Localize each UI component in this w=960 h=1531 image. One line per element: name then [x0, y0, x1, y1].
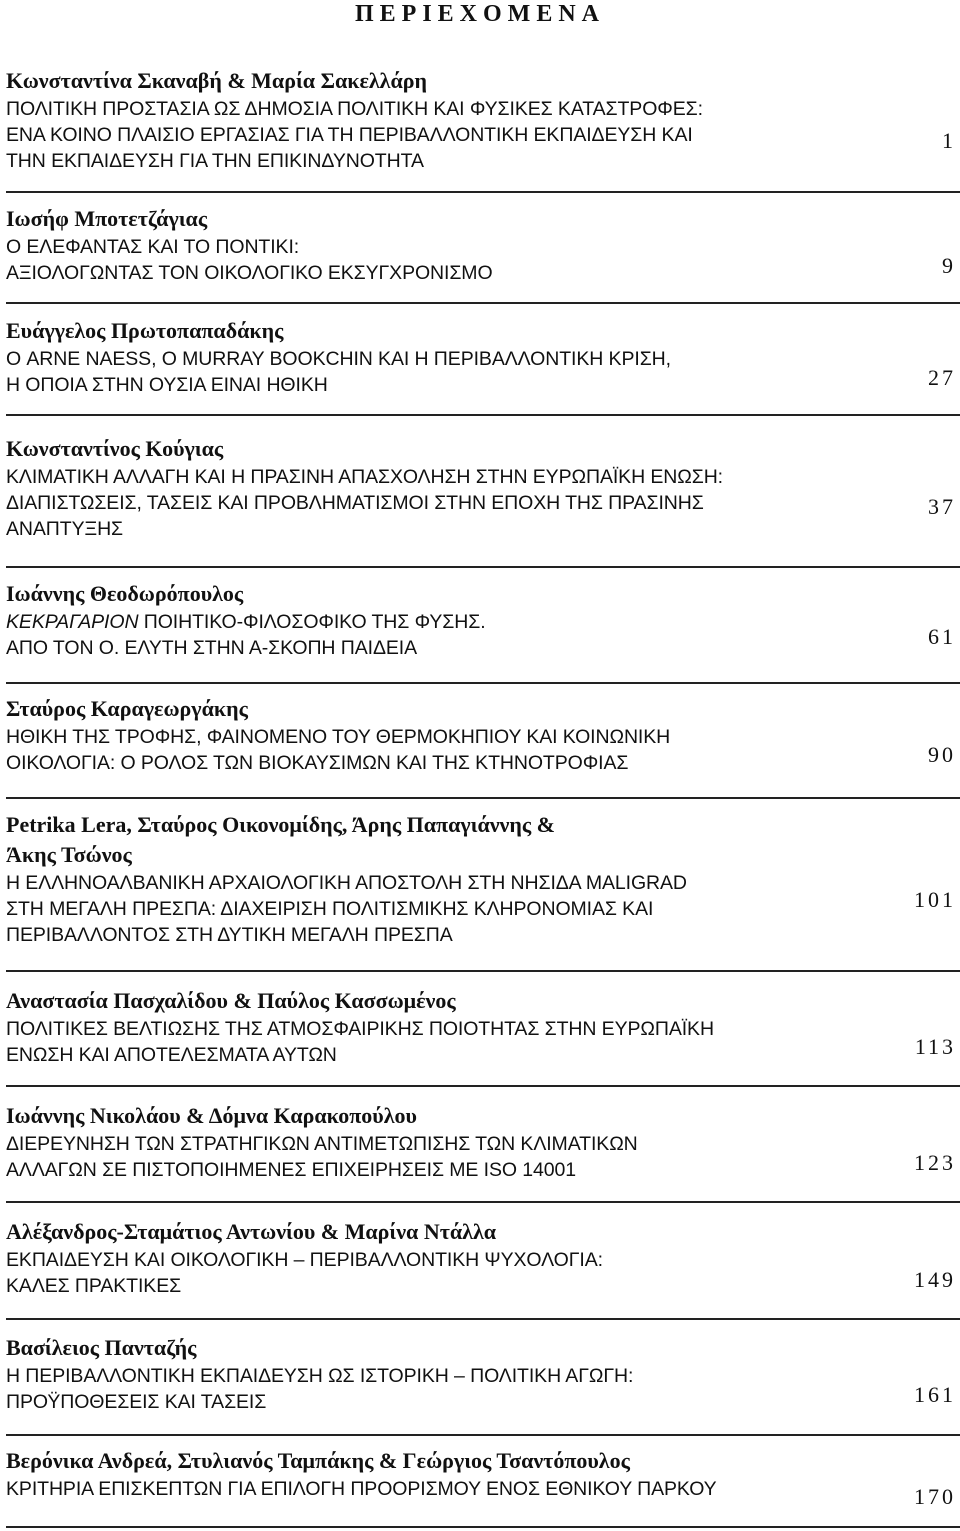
entry-page-number[interactable]: 123	[914, 1150, 956, 1175]
entry-page-number[interactable]: 90	[928, 742, 956, 767]
entry-authors: Βασίλειος Πανταζής	[6, 1335, 197, 1360]
toc-entry[interactable]	[6, 810, 960, 948]
entry-title-line: ΠΟΛΙΤΙΚΗ ΠΡΟΣΤΑΣΙΑ ΩΣ ΔΗΜΟΣΙΑ ΠΟΛΙΤΙΚΗ ΚΑΙ ΦΥΣΙΚΕΣ ΚΑΤΑΣΤΡΟΦΕΣ:	[6, 98, 703, 120]
entry-page-number[interactable]: 113	[914, 1034, 956, 1059]
entry-authors: Αναστασία Πασχαλίδου & Παύλος Κασσωμένος	[6, 988, 456, 1013]
divider	[6, 302, 960, 304]
italic-work-title: ΚΕΚΡΑΓΑΡΙΟΝ	[6, 611, 139, 633]
entry-title-line: Ο ΕΛΕΦΑΝΤΑΣ ΚΑΙ ΤΟ ΠΟΝΤΙΚΙ:	[6, 236, 300, 258]
divider	[6, 191, 960, 193]
entry-title-line: ΑΞΙΟΛΟΓΩΝΤΑΣ ΤΟΝ ΟΙΚΟΛΟΓΙΚΟ ΕΚΣΥΓΧΡΟΝΙΣΜΟ	[6, 262, 493, 284]
divider	[6, 970, 960, 972]
divider	[6, 797, 960, 799]
entry-authors: Κωνσταντίνος Κούγιας	[6, 436, 224, 461]
entry-authors: Αλέξανδρος-Σταμάτιος Αντωνίου & Μαρίνα Ντάλλα	[6, 1219, 497, 1244]
entry-title-line: ΕΚΠΑΙΔΕΥΣΗ ΚΑΙ ΟΙΚΟΛΟΓΙΚΗ – ΠΕΡΙΒΑΛΛΟΝΤΙΚΗ ΨΥΧΟΛΟΓΙΑ:	[6, 1249, 603, 1271]
entry-page-number[interactable]: 149	[914, 1267, 956, 1292]
entry-authors: Ευάγγελος Πρωτοπαπαδάκης	[6, 318, 284, 343]
entry-title-line: ΑΛΛΑΓΩΝ ΣΕ ΠΙΣΤΟΠΟΙΗΜΕΝΕΣ ΕΠΙΧΕΙΡΗΣΕΙΣ ΜΕ ISO 14001	[6, 1159, 576, 1181]
entry-authors-continued: Άκης Τσώνος	[6, 842, 132, 867]
toc-entry[interactable]	[6, 204, 960, 286]
page-title: ΠΕΡΙΕΧΟΜΕΝΑ	[354, 1, 605, 27]
toc-entry[interactable]	[6, 986, 960, 1068]
entry-title-line: ΔΙΑΠΙΣΤΩΣΕΙΣ, ΤΑΣΕΙΣ ΚΑΙ ΠΡΟΒΛΗΜΑΤΙΣΜΟΙ ΣΤΗΝ ΕΠΟΧΗ ΤΗΣ ΠΡΑΣΙΝΗΣ	[6, 492, 704, 514]
entry-authors: Κωνσταντίνα Σκαναβή & Μαρία Σακελλάρη	[6, 68, 427, 93]
entry-title-line: ΚΡΙΤΗΡΙΑ ΕΠΙΣΚΕΠΤΩΝ ΓΙΑ ΕΠΙΛΟΓΗ ΠΡΟΟΡΙΣΜΟΥ ΕΝΟΣ ΕΘΝΙΚΟΥ ΠΑΡΚΟΥ	[6, 1478, 717, 1500]
entry-page-number[interactable]: 27	[928, 365, 956, 390]
divider	[6, 566, 960, 568]
divider	[6, 414, 960, 416]
entry-title-line: ΕΝΩΣΗ ΚΑΙ ΑΠΟΤΕΛΕΣΜΑΤΑ ΑΥΤΩΝ	[6, 1044, 337, 1066]
toc-entry[interactable]	[6, 1217, 960, 1299]
toc-entry[interactable]	[6, 579, 960, 661]
entry-title-line: ΠΕΡΙΒΑΛΛΟΝΤΟΣ ΣΤΗ ΔΥΤΙΚΗ ΜΕΓΑΛΗ ΠΡΕΣΠΑ	[6, 924, 453, 946]
toc-entry[interactable]	[6, 1446, 960, 1502]
entry-authors: Ιωάννης Θεοδωρόπουλος	[6, 581, 244, 606]
entry-title-line: ΚΑΛΕΣ ΠΡΑΚΤΙΚΕΣ	[6, 1275, 182, 1297]
entry-authors: Βερόνικα Ανδρεά, Στυλιανός Ταμπάκης & Γεώργιος Τσαντόπουλος	[6, 1448, 630, 1473]
entry-page-number[interactable]: 1	[942, 128, 956, 153]
entry-title-line: Η ΠΕΡΙΒΑΛΛΟΝΤΙΚΗ ΕΚΠΑΙΔΕΥΣΗ ΩΣ ΙΣΤΟΡΙΚΗ – ΠΟΛΙΤΙΚΗ ΑΓΩΓΗ:	[6, 1365, 634, 1387]
toc-entry[interactable]	[6, 1101, 960, 1183]
entry-page-number[interactable]: 61	[928, 624, 956, 649]
entry-title-line	[6, 609, 960, 635]
entry-title-line: ΗΘΙΚΗ ΤΗΣ ΤΡΟΦΗΣ, ΦΑΙΝΟΜΕΝΟ ΤΟΥ ΘΕΡΜΟΚΗΠΙΟΥ ΚΑΙ ΚΟΙΝΩΝΙΚΗ	[6, 726, 671, 748]
entry-title-line: ΔΙΕΡΕΥΝΗΣΗ ΤΩΝ ΣΤΡΑΤΗΓΙΚΩΝ ΑΝΤΙΜΕΤΩΠΙΣΗΣ ΤΩΝ ΚΛΙΜΑΤΙΚΩΝ	[6, 1133, 638, 1155]
entry-page-number[interactable]: 37	[928, 494, 956, 519]
entry-authors: Petrika Lera, Σταύρος Οικονομίδης, Άρης Παπαγιάννης &	[6, 812, 555, 837]
entry-title-line: ΑΠΟ ΤΟΝ Ο. ΕΛΥΤΗ ΣΤΗΝ Α-ΣΚΟΠΗ ΠΑΙΔΕΙΑ	[6, 637, 417, 659]
entry-title-line: Ο ARNE NAESS, O MURRAY BOOKCHIN ΚΑΙ Η ΠΕΡΙΒΑΛΛΟΝΤΙΚΗ ΚΡΙΣΗ,	[6, 348, 671, 370]
entry-title-line: Η ΕΛΛΗΝΟΑΛΒΑΝΙΚΗ ΑΡΧΑΙΟΛΟΓΙΚΗ ΑΠΟΣΤΟΛΗ ΣΤΗ ΝΗΣΙΔΑ MALIGRAD	[6, 872, 687, 894]
entry-authors: Σταύρος Καραγεωργάκης	[6, 696, 248, 721]
entry-title-line: ΣΤΗ ΜΕΓΑΛΗ ΠΡΕΣΠΑ: ΔΙΑΧΕΙΡΙΣΗ ΠΟΛΙΤΙΣΜΙΚΗΣ ΚΛΗΡΟΝΟΜΙΑΣ ΚΑΙ	[6, 898, 654, 920]
toc-entry[interactable]	[6, 316, 960, 398]
divider	[6, 1526, 960, 1528]
entry-authors: Ιωάννης Νικολάου & Δόμνα Καρακοπούλου	[6, 1103, 417, 1128]
entry-title-line: ΤΗΝ ΕΚΠΑΙΔΕΥΣΗ ΓΙΑ ΤΗΝ ΕΠΙΚΙΝΔΥΝΟΤΗΤΑ	[6, 150, 424, 172]
entry-title-line: ΑΝΑΠΤΥΞΗΣ	[6, 518, 124, 540]
toc-entry[interactable]	[6, 694, 960, 776]
entry-title-line: ΕΝΑ ΚΟΙΝΟ ΠΛΑΙΣΙΟ ΕΡΓΑΣΙΑΣ ΓΙΑ ΤΗ ΠΕΡΙΒΑΛΛΟΝΤΙΚΗ ΕΚΠΑΙΔΕΥΣΗ ΚΑΙ	[6, 124, 693, 146]
entry-title-line-rest: ΠΟΙΗΤΙΚΟ-ΦΙΛΟΣΟΦΙΚΟ ΤΗΣ ΦΥΣΗΣ.	[138, 611, 486, 633]
toc-entry[interactable]	[6, 66, 960, 174]
divider	[6, 1434, 960, 1436]
divider	[6, 1201, 960, 1203]
divider	[6, 682, 960, 684]
entry-page-number[interactable]: 101	[914, 887, 956, 912]
entry-title-line: ΚΛΙΜΑΤΙΚΗ ΑΛΛΑΓΗ ΚΑΙ Η ΠΡΑΣΙΝΗ ΑΠΑΣΧΟΛΗΣΗ ΣΤΗΝ ΕΥΡΩΠΑΪΚΗ ΕΝΩΣΗ:	[6, 466, 724, 488]
entry-page-number[interactable]: 170	[914, 1484, 956, 1509]
toc-entry[interactable]	[6, 434, 960, 542]
entry-title-line: ΠΡΟΫΠΟΘΕΣΕΙΣ ΚΑΙ ΤΑΣΕΙΣ	[6, 1391, 267, 1413]
entry-title-line: ΠΟΛΙΤΙΚΕΣ ΒΕΛΤΙΩΣΗΣ ΤΗΣ ΑΤΜΟΣΦΑΙΡΙΚΗΣ ΠΟΙΟΤΗΤΑΣ ΣΤΗΝ ΕΥΡΩΠΑΪΚΗ	[6, 1018, 714, 1040]
entry-page-number[interactable]: 9	[942, 253, 956, 278]
entry-title-line: Η ΟΠΟΙΑ ΣΤΗΝ ΟΥΣΙΑ ΕΙΝΑΙ ΗΘΙΚΗ	[6, 374, 328, 396]
divider	[6, 1085, 960, 1087]
entry-title-line: ΟΙΚΟΛΟΓΙΑ: Ο ΡΟΛΟΣ ΤΩΝ ΒΙΟΚΑΥΣΙΜΩΝ ΚΑΙ ΤΗΣ ΚΤΗΝΟΤΡΟΦΙΑΣ	[6, 752, 629, 774]
entry-authors: Ιωσήφ Μποτετζάγιας	[6, 206, 208, 231]
divider	[6, 1318, 960, 1320]
toc-entry[interactable]	[6, 1333, 960, 1415]
entry-page-number[interactable]: 161	[914, 1382, 956, 1407]
